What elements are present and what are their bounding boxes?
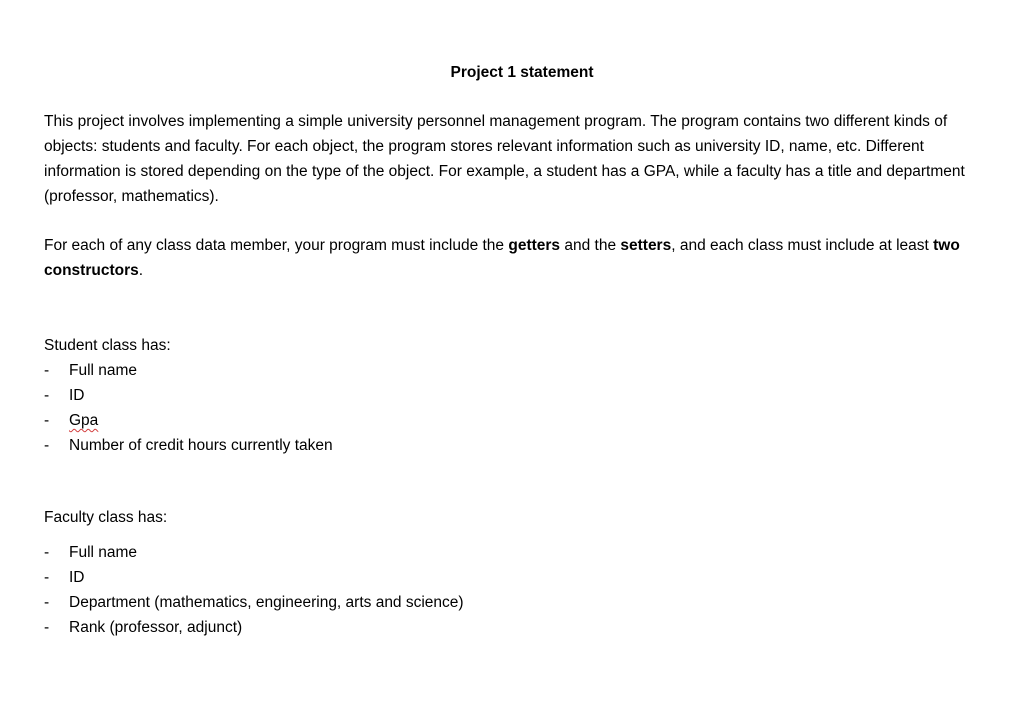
dash-bullet: - (44, 412, 50, 429)
list-item (44, 540, 464, 565)
constructors-term: two constructors (44, 237, 960, 279)
list-item-text: ID (69, 387, 85, 404)
getters-term: getters (508, 237, 561, 254)
dash-bullet: - (44, 437, 50, 454)
student-section-heading: Student class has: (44, 337, 171, 354)
list-item-text: ID (69, 569, 85, 586)
list-item (44, 565, 464, 590)
list-item-text: Department (mathematics, engineering, arts and science) (69, 594, 464, 611)
intro-paragraph: This project involves implementing a simple university personnel management program. The program contains two different kinds of objects: students and faculty. For each object, the program stores relevant information such as university ID, name, etc. Different information is stored depending on the type of the object. For example, a student has a GPA, while a faculty has a title and department (professor, mathematics). (44, 113, 965, 205)
requirements-text-2: and the (560, 237, 621, 254)
dash-bullet: - (44, 619, 50, 636)
list-item-text: Full name (69, 544, 138, 561)
requirements-paragraph (44, 233, 1004, 283)
list-item (44, 615, 464, 640)
list-item-text: Full name (69, 362, 138, 379)
dash-bullet: - (44, 594, 50, 611)
requirements-text-4: . (138, 262, 144, 279)
list-item (44, 408, 333, 433)
dash-bullet: - (44, 569, 50, 586)
requirements-text-3: , and each class must include at least (671, 237, 934, 254)
dash-bullet: - (44, 362, 50, 379)
requirements-text-1: For each of any class data member, your program must include the (44, 237, 509, 254)
list-item (44, 590, 464, 615)
dash-bullet: - (44, 544, 50, 561)
list-item (44, 433, 333, 458)
list-item-text: Gpa (69, 412, 99, 429)
list-item (44, 358, 333, 383)
list-item-text: Number of credit hours currently taken (69, 437, 333, 454)
setters-term: setters (620, 237, 672, 254)
faculty-attribute-list (44, 540, 464, 640)
document-title: Project 1 statement (450, 64, 594, 81)
dash-bullet: - (44, 387, 50, 404)
list-item-text: Rank (professor, adjunct) (69, 619, 243, 636)
student-attribute-list (44, 358, 333, 458)
faculty-section-heading: Faculty class has: (44, 509, 168, 526)
list-item (44, 383, 333, 408)
